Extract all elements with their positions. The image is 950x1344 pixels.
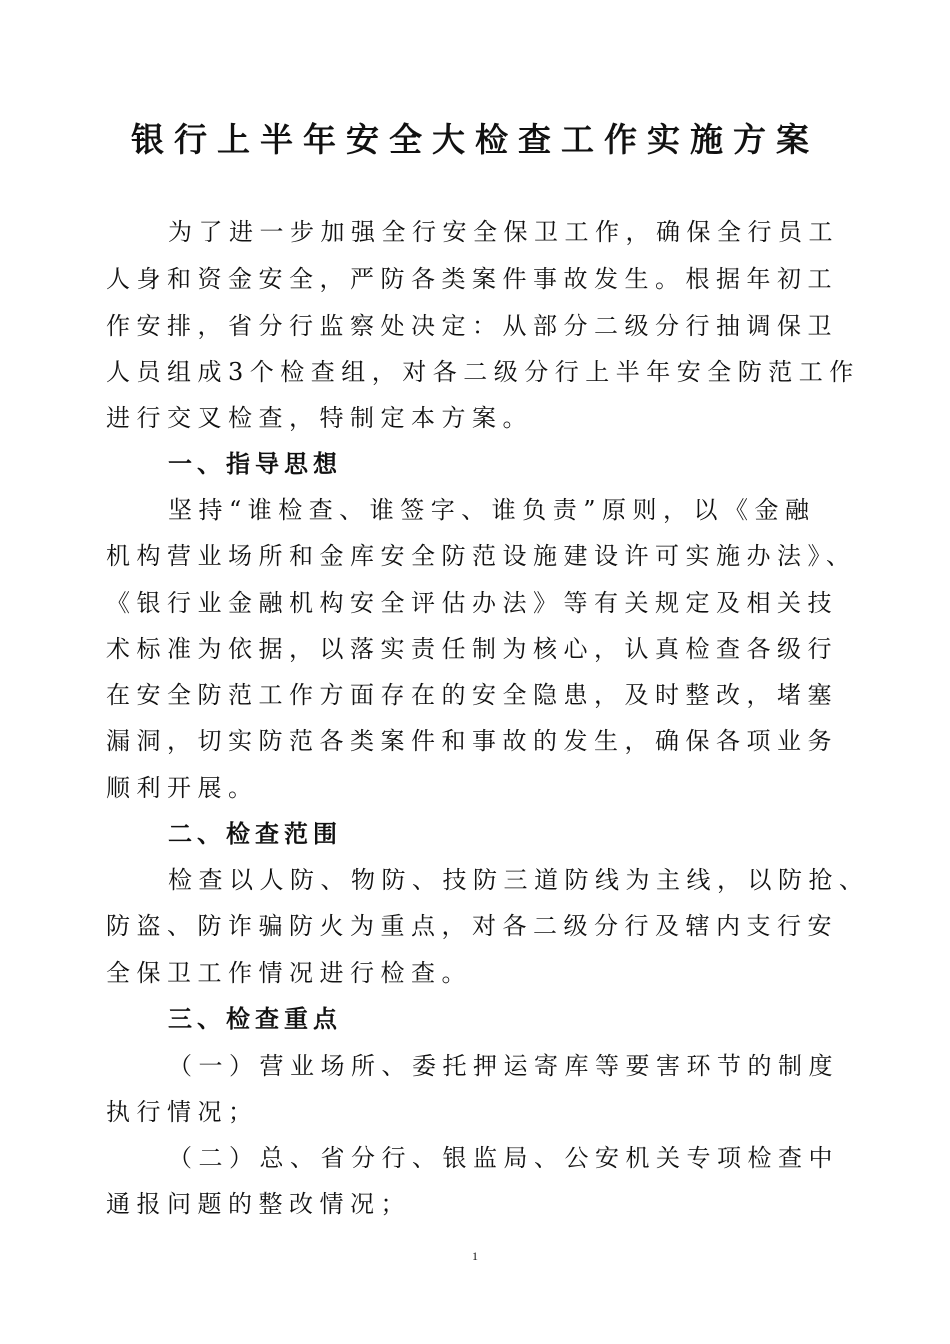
- paragraph-line: 顺利开展。: [106, 774, 259, 802]
- intro-line: 人身和资金安全，严防各类案件事故发生。根据年初工: [106, 265, 838, 293]
- page-number: 1: [472, 1249, 478, 1263]
- section-heading-inspection-focus: 三、检查重点: [168, 1005, 342, 1033]
- paragraph-line: 机构营业场所和金库安全防范设施建设许可实施办法》、: [106, 542, 857, 570]
- intro-line: 人员组成3个检查组，对各二级分行上半年安全防范工作: [106, 358, 860, 386]
- list-item-line: 通报问题的整改情况；: [106, 1190, 411, 1218]
- document-title: 银行上半年安全大检查工作实施方案: [131, 120, 819, 159]
- paragraph-line: 《银行业金融机构安全评估办法》等有关规定及相关技: [106, 589, 838, 617]
- paragraph-line: 坚持“谁检查、谁签字、谁负责”原则，以《金融: [168, 496, 816, 524]
- section-heading-guiding-ideology: 一、指导思想: [168, 450, 342, 478]
- intro-line: 作安排，省分行监察处决定：从部分二级分行抽调保卫: [106, 312, 838, 340]
- paragraph-line: 防盗、防诈骗防火为重点，对各二级分行及辖内支行安: [106, 912, 838, 940]
- list-item-line: （一）营业场所、委托押运寄库等要害环节的制度: [168, 1052, 839, 1080]
- paragraph-line: 术标准为依据，以落实责任制为核心，认真检查各级行: [106, 635, 838, 663]
- paragraph-line: 在安全防范工作方面存在的安全隐患，及时整改，堵塞: [106, 681, 838, 709]
- list-item-line: 执行情况；: [106, 1098, 259, 1126]
- intro-line: 进行交叉检查，特制定本方案。: [106, 404, 533, 432]
- list-item-line: （二）总、省分行、银监局、公安机关专项检查中: [168, 1144, 839, 1172]
- paragraph-line: 检查以人防、物防、技防三道防线为主线，以防抢、: [168, 866, 870, 894]
- paragraph-line: 漏洞，切实防范各类案件和事故的发生，确保各项业务: [106, 727, 838, 755]
- intro-line: 为了进一步加强全行安全保卫工作，确保全行员工: [168, 218, 839, 246]
- paragraph-line: 全保卫工作情况进行检查。: [106, 959, 472, 987]
- section-heading-inspection-scope: 二、检查范围: [168, 820, 342, 848]
